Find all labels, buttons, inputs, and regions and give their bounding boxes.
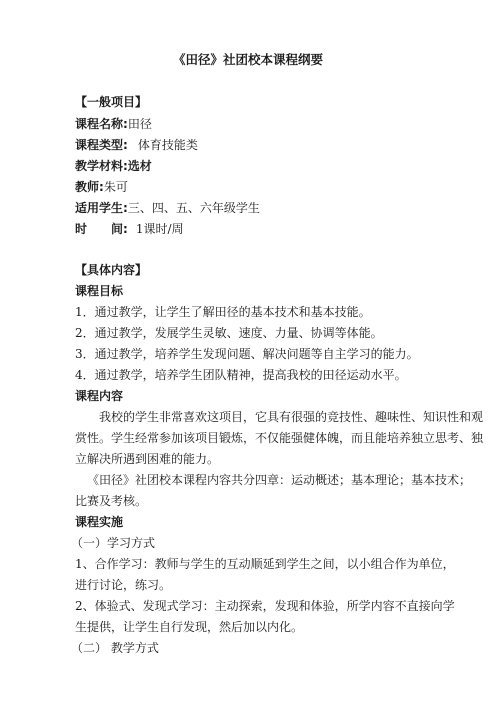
teacher-value: 朱可 bbox=[103, 180, 128, 194]
section-heading-content: 【具体内容】 bbox=[75, 263, 148, 277]
teaching-method-heading: （二） 教学方式 bbox=[71, 641, 159, 655]
course-type-row bbox=[75, 137, 198, 153]
time-label-b: 间: bbox=[111, 222, 128, 236]
teacher-label: 教师: bbox=[75, 180, 104, 194]
time-label-a: 时 bbox=[75, 222, 88, 236]
implementation-heading: 课程实施 bbox=[75, 515, 124, 529]
students-row bbox=[75, 200, 260, 216]
students-label: 适用学生: bbox=[75, 201, 128, 215]
learning-method-heading: （一）学习方式 bbox=[71, 536, 156, 550]
material-row: 教学材料:选材 bbox=[75, 159, 152, 173]
course-name-label: 课程名称: bbox=[75, 117, 128, 131]
goal-item: 3．通过教学，培养学生发现问题、解决问题等自主学习的能力。 bbox=[75, 347, 419, 361]
goal-item: 1．通过教学，让学生了解田径的基本技术和基本技能。 bbox=[75, 305, 371, 319]
time-row bbox=[75, 221, 184, 237]
course-name-row bbox=[75, 116, 152, 132]
learning-line: 2、体验式、发现式学习：主动探索，发现和体验，所学内容不直接向学 bbox=[75, 599, 455, 613]
section-heading-general: 【一般项目】 bbox=[75, 95, 148, 109]
course-content-line: 《田径》社团校本课程内容共分四章：运动概述；基本理论；基本技术； bbox=[87, 473, 472, 487]
learning-line: 生提供，让学生自行发现，然后加以内化。 bbox=[75, 620, 304, 634]
course-content-heading: 课程内容 bbox=[75, 389, 124, 403]
course-name-value: 田径 bbox=[127, 117, 152, 131]
course-type-label: 课程类型: bbox=[75, 138, 128, 152]
course-content-line: 赏性。学生经常参加该项目锻炼，不仅能强健体魄，而且能培养独立思考、独 bbox=[75, 431, 484, 445]
course-type-value: 体育技能类 bbox=[137, 138, 198, 152]
goal-item: 2．通过教学，发展学生灵敏、速度、力量、协调等体能。 bbox=[75, 326, 383, 340]
students-value: 三、四、五、六年级学生 bbox=[127, 201, 260, 215]
document-title: 《田径》社团校本课程纲要 bbox=[172, 52, 323, 67]
teacher-row bbox=[75, 179, 128, 195]
learning-line: 进行讨论，练习。 bbox=[75, 578, 172, 592]
course-content-line: 我校的学生非常喜欢这项目，它具有很强的竞技性、趣味性、知识性和观 bbox=[99, 410, 484, 424]
course-content-line: 立解决所遇到困难的能力。 bbox=[75, 452, 220, 466]
learning-line: 1、合作学习：教师与学生的互动顺延到学生之间，以小组合作为单位， bbox=[75, 557, 455, 571]
goals-heading: 课程目标 bbox=[75, 284, 124, 298]
goal-item: 4．通过教学，培养学生团队精神，提高我校的田径运动水平。 bbox=[75, 368, 407, 382]
time-value: 1课时/周 bbox=[135, 222, 184, 236]
course-content-line: 比赛及考核。 bbox=[75, 494, 148, 508]
